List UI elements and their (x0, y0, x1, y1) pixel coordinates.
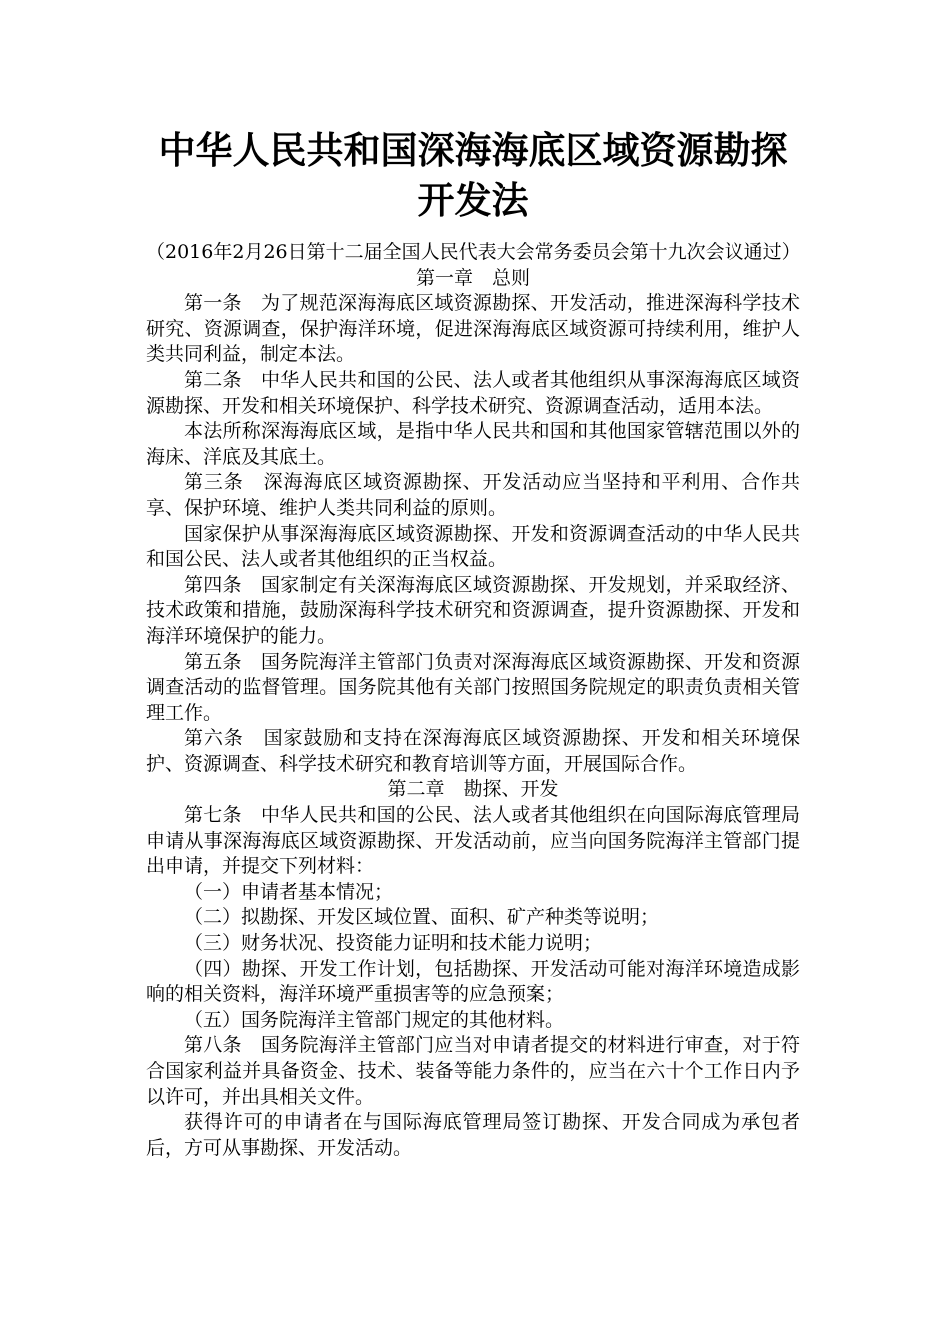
title-line-1: 中华人民共和国深海海底区域资源勘探 (158, 129, 788, 172)
article-3-paragraph-2: 国家保护从事深海海底区域资源勘探、开发和资源调查活动的中华人民共和国公民、法人或者其他组织的正当权益。 (146, 522, 800, 571)
article-1: 第一条 为了规范深海海底区域资源勘探、开发活动，推进深海科学技术研究、资源调查，保护海洋环境，促进深海海底区域资源可持续利用，维护人类共同利益，制定本法。 (146, 292, 800, 366)
article-4: 第四条 国家制定有关深海海底区域资源勘探、开发规划，并采取经济、技术政策和措施，鼓励深海科学技术研究和资源调查，提升资源勘探、开发和海洋环境保护的能力。 (146, 573, 800, 647)
chapter-heading-2: 第二章 勘探、开发 (387, 778, 559, 801)
article-7-item-5: （五）国务院海洋主管部门规定的其他材料。 (184, 1008, 565, 1031)
article-7-item-1: （一）申请者基本情况； (184, 880, 394, 903)
title-line-2: 开发法 (417, 179, 529, 222)
document-body (146, 240, 800, 1161)
article-2-paragraph-2: 本法所称深海海底区域，是指中华人民共和国和其他国家管辖范围以外的海床、洋底及其底土。 (146, 420, 800, 468)
article-8: 第八条 国务院海洋主管部门应当对申请者提交的材料进行审查，对于符合国家利益并具备资金、技术、装备等能力条件的，应当在六十个工作日内予以许可，并出具相关文件。 (146, 1034, 800, 1108)
chapter-heading-1: 第一章 总则 (415, 266, 530, 289)
document-page (146, 126, 800, 1161)
article-7-item-2: （二）拟勘探、开发区域位置、面积、矿产种类等说明； (184, 906, 660, 929)
document-title (146, 126, 800, 226)
article-7-item-3: （三）财务状况、投资能力证明和技术能力说明； (184, 932, 603, 955)
article-3: 第三条 深海海底区域资源勘探、开发活动应当坚持和平利用、合作共享、保护环境、维护人类共同利益的原则。 (146, 471, 800, 519)
adoption-note: （2016年2月26日第十二届全国人民代表大会常务委员会第十九次会议通过） (146, 241, 801, 263)
article-7-item-4: （四）勘探、开发工作计划，包括勘探、开发活动可能对海洋环境造成影响的相关资料，海洋环境严重损害等的应急预案； (146, 957, 800, 1006)
article-5: 第五条 国务院海洋主管部门负责对深海海底区域资源勘探、开发和资源调查活动的监督管理。国务院其他有关部门按照国务院规定的职责负责相关管理工作。 (146, 650, 800, 724)
article-7: 第七条 中华人民共和国的公民、法人或者其他组织在向国际海底管理局申请从事深海海底区域资源勘探、开发活动前，应当向国务院海洋主管部门提出申请，并提交下列材料： (146, 804, 800, 878)
article-2: 第二条 中华人民共和国的公民、法人或者其他组织从事深海海底区域资源勘探、开发和相关环境保护、科学技术研究、资源调查活动，适用本法。 (146, 368, 800, 417)
article-6: 第六条 国家鼓励和支持在深海海底区域资源勘探、开发和相关环境保护、资源调查、科学技术研究和教育培训等方面，开展国际合作。 (146, 727, 800, 775)
article-8-paragraph-2: 获得许可的申请者在与国际海底管理局签订勘探、开发合同成为承包者后，方可从事勘探、开发活动。 (146, 1111, 800, 1159)
